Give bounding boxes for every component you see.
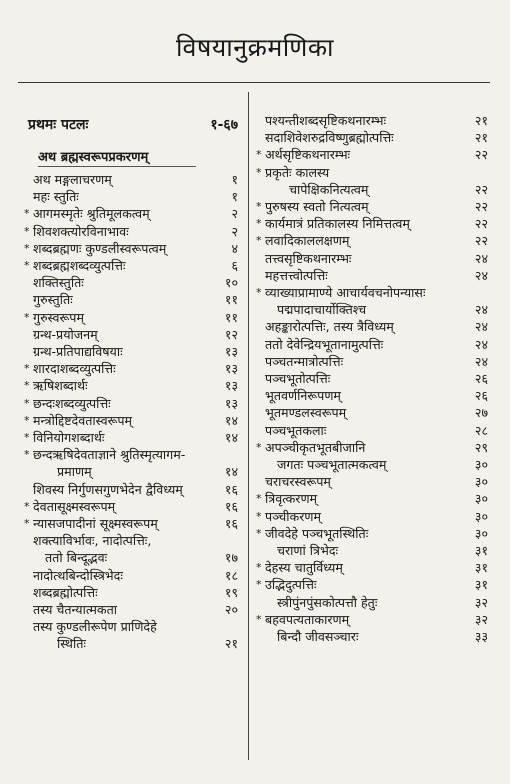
toc-entry [256,422,488,439]
entry-marker: * [24,259,30,273]
entry-title: स्थितिः [57,636,86,652]
entry-page: ६ [231,258,238,274]
entry-page: १३ [224,361,238,377]
toc-entry [24,188,238,205]
toc-entry [256,215,488,232]
entry-page: ३१ [474,543,488,559]
entry-title: अथ मङ्गलाचरणम् [33,172,112,187]
entry-title: पुरुषस्य स्वतो नित्यत्वम् [265,199,369,215]
entry-title: स्त्रीपुंनपुंसकोत्पत्तौ हेतुः [277,594,378,610]
entry-marker: * [256,234,262,248]
entry-title: व्याख्याप्रामाण्ये आचार्यवचनोपन्यासः [265,285,426,301]
toc-entry [256,318,488,335]
entry-title: बिन्दौ जीवसञ्चारः [277,629,359,645]
entry-title: चापेक्षिकनित्यत्वम् [289,181,369,197]
entry-page: ३१ [474,560,488,576]
entry-page: १४ [224,464,238,480]
chapter-label: प्रथमः पटलः [28,117,89,133]
toc-entry [24,584,238,601]
entry-title: चराचरस्वरूपम् [265,474,331,490]
entry-title: गुरुस्तुतिः [33,292,73,308]
entry-marker: * [256,492,262,506]
toc-entry [24,171,238,188]
toc-entry [256,576,488,593]
entry-marker: * [24,448,30,462]
toc-entry [256,456,488,473]
entry-marker: * [24,362,30,376]
toc-entry [24,377,238,394]
entry-page: २२ [474,199,488,215]
toc-entry [24,274,238,291]
section-rule [38,166,196,167]
toc-entry [24,635,238,652]
toc-entry [24,291,238,308]
toc-entry [256,404,488,421]
entry-page: २४ [474,353,488,369]
toc-entry [24,481,238,498]
entry-marker: * [24,499,30,513]
toc-entry [256,112,488,129]
entry-title: गुरुस्वरूपम् [33,309,84,325]
entry-title: जगतः पञ्चभूतात्मकत्वम् [277,457,387,473]
entry-page: ३० [474,508,488,524]
entry-page: २२ [474,147,488,163]
toc-entry [24,618,238,635]
entry-marker: * [256,148,262,162]
entry-page: ४ [231,240,238,256]
entry-title: लवादिकाललक्षणम् [265,233,350,249]
entry-page: २० [224,602,238,618]
toc-entry [24,549,238,566]
toc-entry [256,490,488,507]
toc-entry [24,257,238,274]
entry-page: २२ [474,216,488,232]
entry-page: १६ [224,498,238,514]
entry-title: न्यासजपादीनां सूक्ष्मस्वरूपम् [33,516,158,532]
toc-entry [256,508,488,525]
entry-title: शब्दब्रह्मणः कुण्डलीस्वरूपत्वम् [33,240,167,256]
entry-page: ३३ [474,629,488,645]
entry-title: शक्त्याविर्भावः, नादोत्पत्तिः, [33,533,152,549]
entry-title: त्रिवृत्करणम् [265,491,318,507]
toc-entry [256,525,488,542]
entry-title: शिवस्य निर्गुणसगुणभेदेन द्वैविध्यम् [33,481,183,497]
entry-marker: * [24,431,30,445]
entry-title: देवतासूक्ष्मस्वरूपम् [33,498,116,514]
entry-marker: * [24,310,30,324]
page-title: विषयानुक्रमणिका [175,33,335,62]
toc-entry [24,343,238,360]
entry-title: ऋषिशब्दार्थः [33,378,88,394]
toc-entry [256,232,488,249]
toc-entry [256,164,488,181]
toc-entry [24,532,238,549]
entry-title: कार्यमात्रं प्रतिकालस्य निमित्तत्वम् [265,216,410,232]
entry-page: १३ [224,395,238,411]
entry-page: १४ [224,412,238,428]
entry-page: १२ [224,326,238,342]
entry-title: शब्दब्रह्मोत्पत्तिः [33,584,98,600]
toc-entry [24,240,238,257]
entry-title: अर्थसृष्टिकथनारम्भः [265,147,351,163]
entry-page: १३ [224,344,238,360]
entry-page: १ [231,172,238,187]
toc-entry [24,223,238,240]
entry-title: शब्दब्रह्मशब्दव्युत्पत्तिः [33,258,126,274]
entry-marker: * [24,224,30,238]
entry-title: देहस्य चातुर्विध्यम् [265,560,343,576]
section-heading: अथ ब्रह्मस्वरूपप्रकरणम् [38,150,149,165]
entry-title: भूतमण्डलस्वरूपम् [265,405,347,421]
entry-title: जीवदेहे पञ्चभूतस्थितिः [265,525,369,541]
entry-title: ग्रन्थ-प्रतिपाद्यविषयाः [33,344,123,360]
chapter-pages: १-६७ [210,117,238,133]
toc-entry [24,395,238,412]
entry-marker: * [24,396,30,410]
left-column [24,171,238,653]
entry-title: शक्तिस्तुतिः [33,275,84,291]
entry-page: २२ [474,233,488,249]
entry-page: २२ [474,181,488,197]
entry-title: तत्त्वसृष्टिकथनारम्भः [265,250,352,266]
toc-entry [256,559,488,576]
entry-page: २६ [474,388,488,404]
entry-title: विनियोगशब्दार्थः [33,430,105,446]
entry-page: २ [231,223,238,239]
entry-page: ३० [474,474,488,490]
entry-title: पञ्चभूतकलाः [265,422,327,438]
entry-page: ११ [224,292,238,308]
entry-title: ततो बिन्दूद्भवः [45,550,108,566]
toc-entry [24,446,238,463]
entry-page: २४ [474,267,488,283]
toc-entry [24,360,238,377]
entry-marker: * [256,200,262,214]
chapter-heading [28,115,238,134]
entry-title: महत्तत्त्वोत्पत्तिः [265,267,328,283]
entry-page: २१ [474,130,488,146]
entry-marker: * [256,286,262,300]
toc-entry [256,473,488,490]
toc-entry [256,370,488,387]
entry-page: ३० [474,491,488,507]
entry-page: १६ [224,516,238,532]
entry-title: प्रकृतेः कालस्य [265,164,330,180]
entry-title: शारदाशब्दव्युत्पत्तिः [33,361,116,377]
toc-entry [24,567,238,584]
toc-entry [24,205,238,222]
entry-title: पञ्चभूतोत्पत्तिः [265,371,331,387]
toc-entry [256,267,488,284]
toc-entry [24,326,238,343]
toc-entry [24,429,238,446]
entry-title: आगमस्मृतेः श्रुतिमूलकत्वम् [33,206,150,222]
toc-entry [256,181,488,198]
entry-marker: * [24,413,30,427]
entry-page: ३० [474,457,488,473]
entry-title: पश्यन्तीशब्दसृष्टिकथनारम्भः [265,113,386,128]
entry-title: छन्दःशब्दव्युत्पत्तिः [33,395,111,411]
column-divider [248,92,249,760]
entry-page: ३२ [474,611,488,627]
entry-title: चराणां त्रिभेदः [277,543,339,559]
entry-page: ३० [474,525,488,541]
toc-entry [24,498,238,515]
entry-title: तस्य चैतन्यात्मकता [33,602,118,618]
toc-entry [256,542,488,559]
entry-title: तस्य कुण्डलीरूपेण प्राणिदेहे [33,619,157,635]
entry-marker: * [24,379,30,393]
entry-page: ३२ [474,594,488,610]
entry-page: १७ [224,550,238,566]
entry-title: प्रमाणम् [57,464,92,480]
entry-page: २४ [474,250,488,266]
entry-title: अहङ्कारोत्पत्तिः, तस्य त्रैविध्यम् [265,319,394,335]
right-column [256,112,488,645]
entry-page: २९ [474,439,488,455]
entry-title: सदाशिवेशरुद्रविष्णुब्रह्मोत्पत्तिः [265,130,394,146]
entry-page: १४ [224,430,238,446]
entry-marker: * [256,561,262,575]
entry-title: बहवपत्यताकारणम् [265,611,350,627]
toc-entry [256,250,488,267]
entry-title: ततो देवेन्द्रियभूतानामुत्पत्तिः [265,336,384,352]
entry-marker: * [256,440,262,454]
toc-entry [256,301,488,318]
entry-page: १३ [224,378,238,394]
entry-marker: * [256,509,262,523]
entry-page: १६ [224,481,238,497]
entry-page: १९ [224,584,238,600]
entry-marker: * [24,517,30,531]
entry-page: १ [231,189,238,205]
toc-entry [24,463,238,480]
entry-title: पद्मपादाचार्योक्तिश्च [277,302,367,318]
entry-marker: * [256,165,262,179]
toc-entry [24,601,238,618]
entry-title: छन्दऋषिदेवताज्ञाने श्रुतिस्मृत्यागम- [33,447,186,463]
entry-title: भूतवर्णनिरूपणम् [265,388,341,404]
entry-marker: * [256,578,262,592]
entry-marker: * [256,217,262,231]
toc-entry [256,611,488,628]
entry-title: ग्रन्थ-प्रयोजनम् [33,326,98,342]
toc-entry [24,412,238,429]
toc-entry [256,353,488,370]
entry-page: २४ [474,302,488,318]
entry-page: २७ [474,405,488,421]
entry-page: १० [224,275,238,291]
entry-page: २८ [474,422,488,438]
entry-page: २ [231,206,238,222]
toc-entry [256,146,488,163]
entry-title: शिवशक्त्योरविनाभावः [33,223,129,239]
toc-entry [256,284,488,301]
toc-entry [256,336,488,353]
toc-entry [24,309,238,326]
entry-page: १८ [224,567,238,583]
entry-page: २६ [474,371,488,387]
entry-title: मन्त्रोद्दिष्टदेवतास्वरूपम् [33,412,133,428]
entry-title: पञ्चतन्मात्रोत्पत्तिः [265,353,344,369]
toc-entry [256,387,488,404]
entry-page: ११ [224,309,238,325]
entry-page: २४ [474,319,488,335]
entry-marker: * [256,612,262,626]
entry-title: पञ्चीकरणम् [265,508,322,524]
toc-entry [256,129,488,146]
entry-marker: * [24,207,30,221]
entry-page: २१ [224,636,238,652]
title-rule [18,82,490,83]
entry-title: महः स्तुतिः [33,189,79,205]
toc-entry [256,594,488,611]
entry-title: अपञ्चीकृतभूतबीजानि [265,439,366,455]
entry-page: २४ [474,336,488,352]
toc-entry [256,628,488,645]
toc-entry [256,439,488,456]
toc-entry [24,515,238,532]
entry-marker: * [256,526,262,540]
entry-title: नादोत्थबिन्दोस्त्रिभेदः [33,567,123,583]
entry-title: उद्भिदुत्पत्तिः [265,577,317,593]
entry-page: ३१ [474,577,488,593]
entry-page: २१ [474,113,488,128]
entry-marker: * [24,241,30,255]
toc-entry [256,198,488,215]
